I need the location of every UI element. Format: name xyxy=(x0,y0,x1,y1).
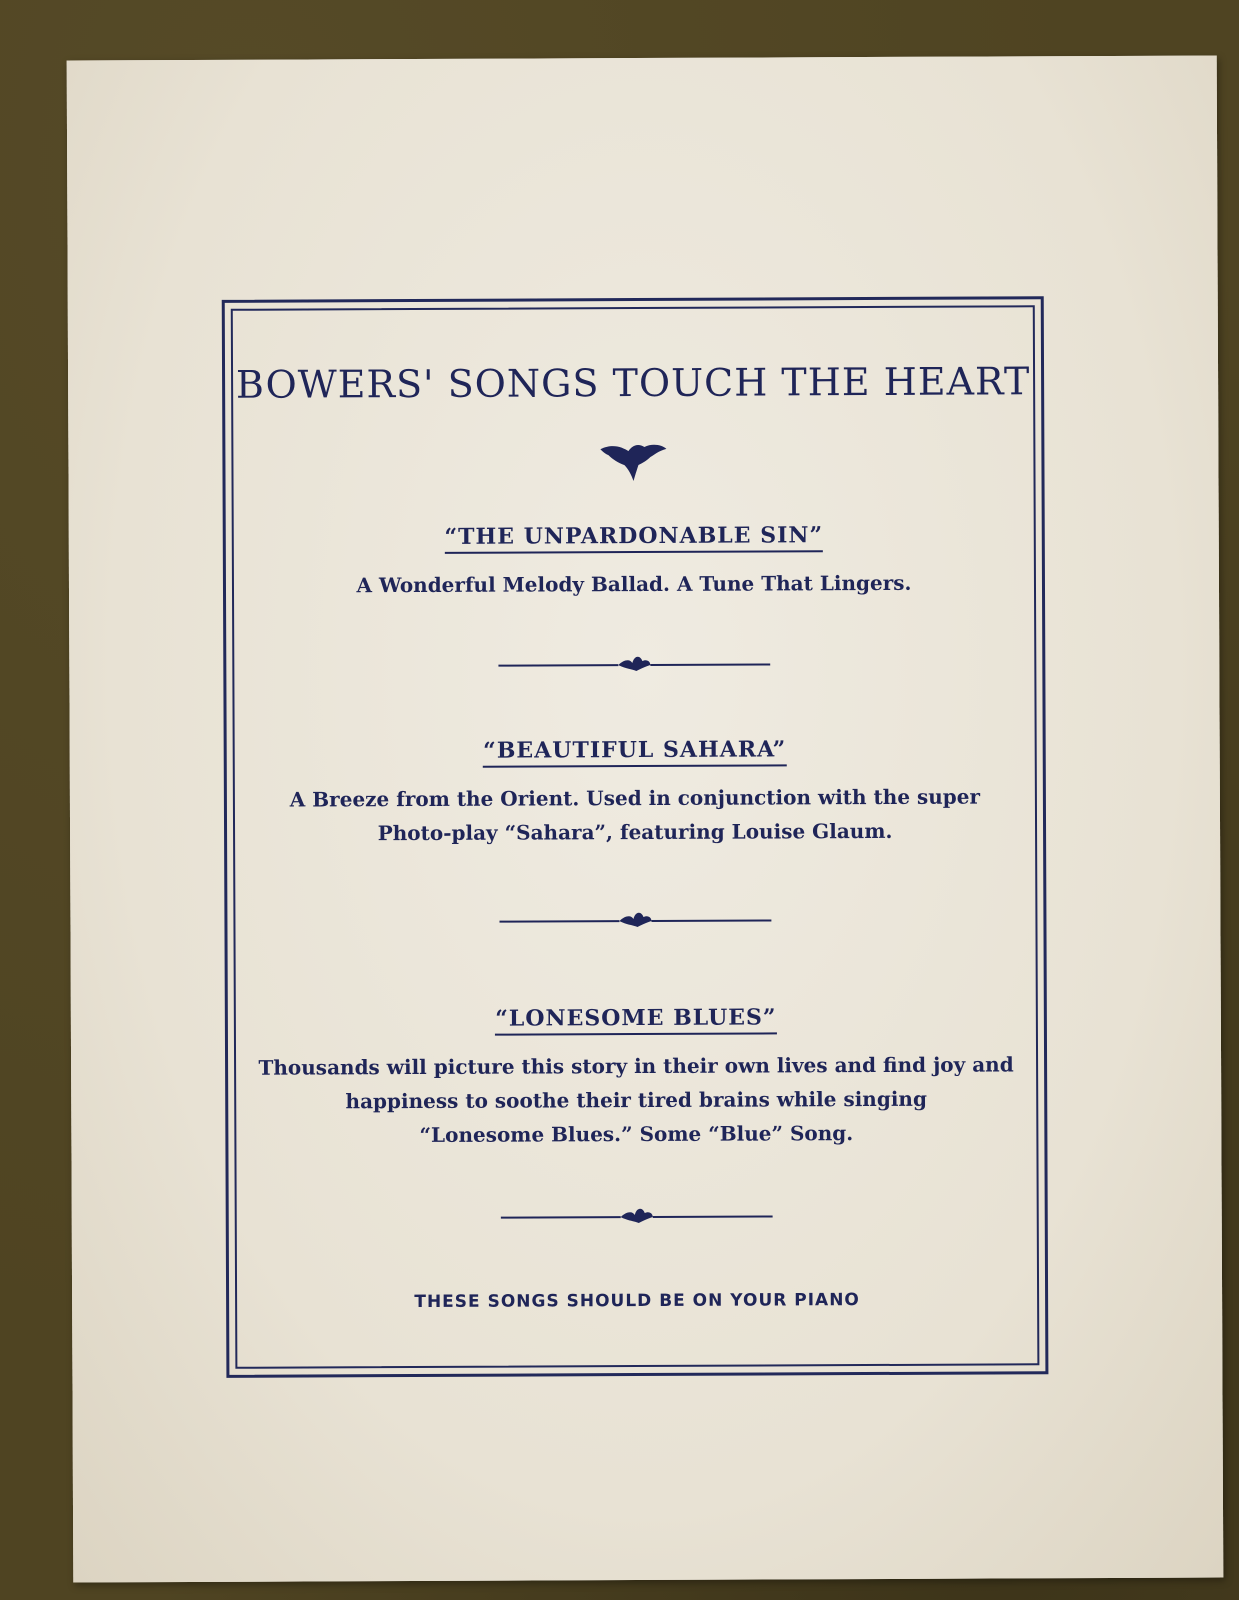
headline: BOWERS' SONGS TOUCH THE HEART xyxy=(235,359,1031,407)
song-block-lonesome-blues xyxy=(228,1003,1045,1153)
description-line: A Breeze from the Orient. Used in conjunction with the super xyxy=(289,784,981,812)
description-line: Photo-play “Sahara”, featuring Louise Glaum. xyxy=(377,818,893,846)
leaf-ornament-icon xyxy=(598,441,668,483)
footer-tagline: THESE SONGS SHOULD BE ON YOUR PIANO xyxy=(414,1290,860,1313)
fleuron-divider-icon xyxy=(501,1202,773,1227)
song-block-unpardonable-sin xyxy=(226,521,1042,603)
double-border-frame xyxy=(222,296,1049,1378)
description-line: A Wonderful Melody Ballad. A Tune That Lingers. xyxy=(356,570,912,598)
sheet-music-back-cover xyxy=(67,55,1224,1582)
description-line: happiness to soothe their tired brains while singing xyxy=(345,1086,927,1114)
song-title: “BEAUTIFUL SAHARA” xyxy=(483,736,786,767)
fleuron-divider-icon xyxy=(498,650,770,675)
fleuron-divider-icon xyxy=(499,906,771,931)
song-description xyxy=(226,565,1042,603)
song-title: “THE UNPARDONABLE SIN” xyxy=(444,522,823,554)
song-description xyxy=(227,779,1043,851)
song-description xyxy=(228,1047,1044,1153)
description-line: “Lonesome Blues.” Some “Blue” Song. xyxy=(419,1121,854,1147)
description-line: Thousands will picture this story in their own lives and find joy and xyxy=(258,1052,1014,1080)
song-block-beautiful-sahara xyxy=(227,735,1043,851)
song-title: “LONESOME BLUES” xyxy=(495,1004,776,1035)
